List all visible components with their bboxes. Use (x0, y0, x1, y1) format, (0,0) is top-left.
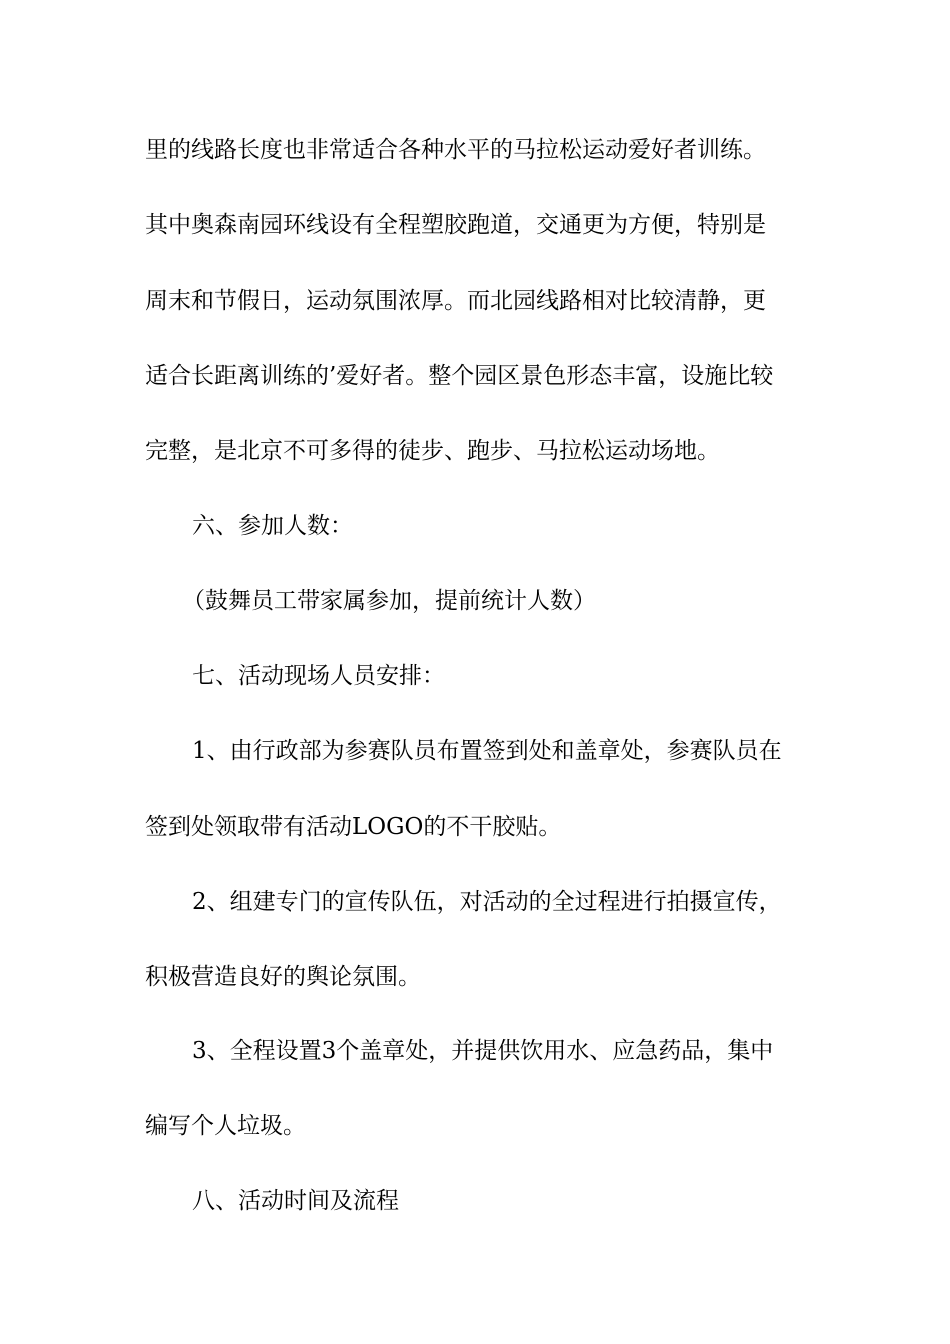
list-item-text: 积极营造良好的舆论氛围。 (145, 964, 421, 990)
list-item-text: 编写个人垃圾。 (145, 1113, 306, 1139)
body-text-line: 里的线路长度也非常适合各种水平的马拉松运动爱好者训练。 (145, 137, 766, 163)
note-text: （鼓舞员工带家属参加，提前统计人数） (182, 588, 596, 614)
section-heading: 六、参加人数： (192, 513, 353, 539)
body-text-line: 完整，是北京不可多得的徒步、跑步、马拉松运动场地。 (145, 438, 720, 464)
section-heading: 八、活动时间及流程 (192, 1188, 399, 1214)
body-text-line: 适合长距离训练的’爱好者。整个园区景色形态丰富，设施比较 (145, 363, 774, 389)
section-heading: 七、活动现场人员安排： (192, 663, 445, 689)
list-item-text: 签到处领取带有活动LOGO的不干胶贴。 (145, 814, 562, 840)
list-item-text: 3、全程设置3个盖章处，并提供饮用水、应急药品，集中 (192, 1038, 774, 1064)
list-item-text: 1、由行政部为参赛队员布置签到处和盖章处，参赛队员在 (192, 738, 782, 764)
body-text-line: 其中奥森南园环线设有全程塑胶跑道，交通更为方便，特别是 (145, 212, 766, 238)
list-item-text: 2、组建专门的宣传队伍，对活动的全过程进行拍摄宣传， (192, 889, 782, 915)
body-text-line: 周末和节假日，运动氛围浓厚。而北园线路相对比较清静，更 (145, 288, 766, 314)
